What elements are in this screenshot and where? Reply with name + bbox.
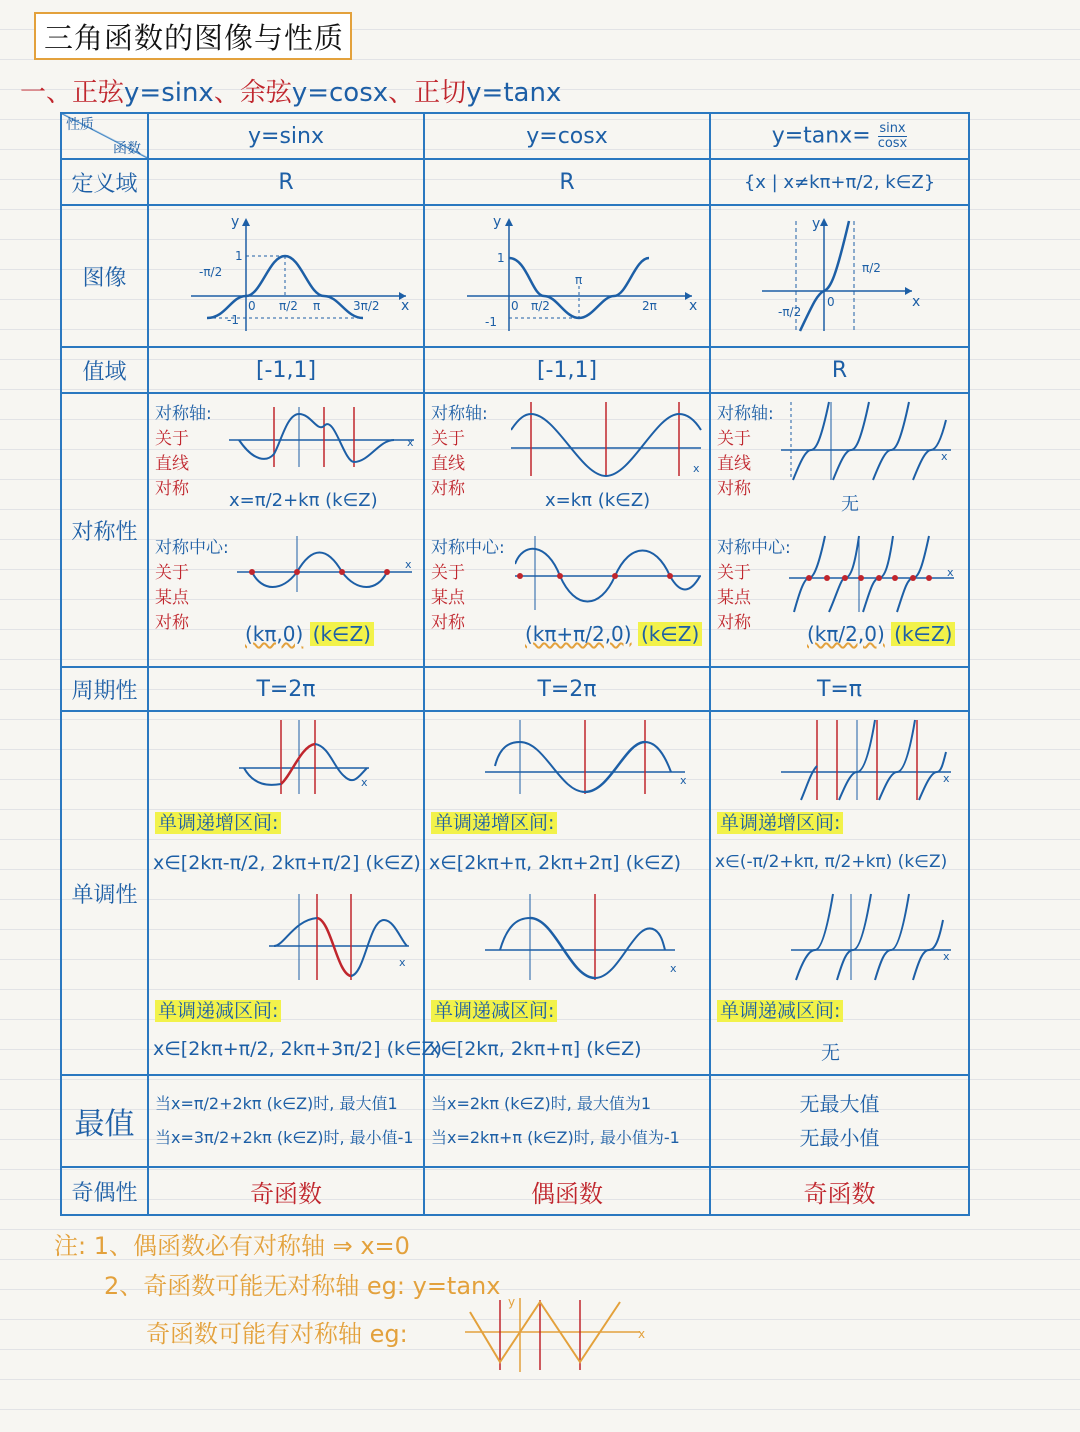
symmetry-sin: 对称轴: 关于 直线 对称 x x=π/2+kπ (k∈Z) 对称中心: 关于 某点 对称 x (kπ,0) (k∈Z) (148, 393, 424, 667)
properties-table (60, 112, 970, 1216)
svg-text:x: x (407, 436, 414, 449)
extreme-cos: 当x=2kπ (k∈Z)时, 最大值为1 当x=2kπ+π (k∈Z)时, 最小值为-1 (424, 1075, 710, 1167)
header-sin: y=sinx (148, 113, 424, 159)
domain-row (61, 159, 969, 205)
svg-text:x: x (361, 776, 368, 789)
cos-center-graph (515, 534, 705, 612)
svg-text:x: x (943, 772, 950, 785)
svg-text:π: π (575, 273, 583, 287)
svg-text:π: π (313, 299, 321, 313)
extreme-tan: 无最大值 无最小值 (710, 1075, 969, 1167)
svg-text:y: y (812, 216, 821, 232)
corner-diagonal-cell: 函数 性质 (61, 113, 148, 159)
parity-cos: 偶函数 (424, 1167, 710, 1215)
parity-row (61, 1167, 969, 1215)
extreme-row (61, 1075, 969, 1167)
svg-text:x: x (689, 298, 698, 314)
graph-sin (148, 205, 424, 347)
cos-graph (427, 206, 707, 340)
period-sin: T=2π (148, 667, 424, 711)
graph-row (61, 205, 969, 347)
svg-text:x: x (941, 450, 948, 463)
svg-text:y: y (231, 214, 240, 230)
svg-text:x: x (912, 294, 921, 310)
svg-text:2π: 2π (642, 299, 657, 313)
period-cos: T=2π (424, 667, 710, 711)
svg-text:-1: -1 (485, 315, 497, 329)
period-row (61, 667, 969, 711)
domain-sin: R (148, 159, 424, 205)
note-1: 注: 1、偶函数必有对称轴 ⇒ x=0 (54, 1232, 410, 1260)
svg-text:x: x (399, 956, 406, 969)
range-cos: [-1,1] (424, 347, 710, 393)
row-label-extreme: 最值 (61, 1075, 148, 1167)
svg-text:1: 1 (497, 251, 505, 265)
parity-sin: 奇函数 (148, 1167, 424, 1215)
monotonic-row (61, 711, 969, 1075)
sin-center-graph (237, 534, 417, 594)
symmetry-row (61, 393, 969, 667)
tan-dec-graph (791, 890, 961, 982)
section-heading: 一、正弦y=sinx、余弦y=cosx、正切y=tanx (20, 78, 562, 108)
monotonic-tan: x 单调递增区间: x∈(-π/2+kπ, π/2+kπ) (k∈Z) x 单调递减区间: 无 (710, 711, 969, 1075)
domain-cos: R (424, 159, 710, 205)
symmetry-cos: 对称轴: 关于 直线 对称 x x=kπ (k∈Z) 对称中心: 关于 某点 对称 (kπ+π/2,0) (k∈Z) (424, 393, 710, 667)
svg-text:y: y (493, 214, 502, 230)
svg-text:x: x (943, 950, 950, 963)
tan-center-graph (789, 534, 964, 614)
tan-inc-graph (781, 716, 961, 802)
note-3: 奇函数可能有对称轴 eg: (146, 1320, 408, 1348)
range-row (61, 347, 969, 393)
row-label-graph: 图像 (61, 205, 148, 347)
svg-text:0: 0 (827, 295, 835, 309)
tan-graph (712, 206, 967, 340)
cos-dec-graph (485, 890, 685, 982)
svg-text:x: x (947, 566, 954, 579)
svg-text:π/2: π/2 (279, 299, 298, 313)
note-2: 2、奇函数可能无对称轴 eg: y=tanx (104, 1272, 501, 1300)
domain-tan: {x | x≠kπ+π/2, k∈Z} (710, 159, 969, 205)
svg-text:x: x (670, 962, 677, 975)
sin-inc-graph (239, 716, 379, 796)
period-tan: T=π (710, 667, 969, 711)
row-label-parity: 奇偶性 (61, 1167, 148, 1215)
page-title: 三角函数的图像与性质 (34, 12, 352, 60)
svg-text:3π/2: 3π/2 (353, 299, 380, 313)
zigzag-example-graph (460, 1290, 660, 1380)
svg-text:x: x (405, 558, 412, 571)
monotonic-cos: x 单调递增区间: x∈[2kπ+π, 2kπ+2π] (k∈Z) x 单调递减区间: x∈[2kπ, 2kπ+π] (k∈Z) (424, 711, 710, 1075)
graph-tan (710, 205, 969, 347)
svg-text:0: 0 (248, 299, 256, 313)
row-label-range: 值域 (61, 347, 148, 393)
range-tan: R (710, 347, 969, 393)
svg-text:x: x (638, 1327, 646, 1341)
svg-text:-1: -1 (227, 313, 239, 327)
svg-text:1: 1 (235, 249, 243, 263)
svg-text:y: y (508, 1295, 516, 1309)
sin-graph (151, 206, 421, 340)
svg-text:-π/2: -π/2 (778, 305, 802, 319)
row-label-monotonic: 单调性 (61, 711, 148, 1075)
row-label-period: 周期性 (61, 667, 148, 711)
symmetry-tan: 对称轴: 关于 直线 对称 x 无 对称中心: 关于 某点 对称 x (kπ/2,0) (k∈Z) (710, 393, 969, 667)
extreme-sin: 当x=π/2+2kπ (k∈Z)时, 最大值1 当x=3π/2+2kπ (k∈Z)时, 最小值-1 (148, 1075, 424, 1167)
sin-axis-graph (229, 402, 419, 472)
svg-text:π/2: π/2 (531, 299, 550, 313)
svg-text:0: 0 (511, 299, 519, 313)
sin-dec-graph (269, 890, 419, 982)
monotonic-sin: x 单调递增区间: x∈[2kπ-π/2, 2kπ+π/2] (k∈Z) x 单调递减区间: x∈[2kπ+π/2, 2kπ+3π/2] (k∈Z) (148, 711, 424, 1075)
cos-axis-graph (511, 400, 707, 478)
svg-text:-π/2: -π/2 (199, 265, 223, 279)
row-label-domain: 定义域 (61, 159, 148, 205)
tan-axis-graph (781, 400, 961, 482)
svg-text:π/2: π/2 (862, 261, 881, 275)
svg-text:x: x (680, 774, 687, 787)
header-row (61, 113, 969, 159)
parity-tan: 奇函数 (710, 1167, 969, 1215)
cos-inc-graph (485, 716, 695, 796)
svg-text:x: x (693, 462, 700, 475)
row-label-symmetry: 对称性 (61, 393, 148, 667)
range-sin: [-1,1] (148, 347, 424, 393)
graph-cos (424, 205, 710, 347)
svg-text:x: x (401, 298, 410, 314)
header-tan: y=tanx= $\frac{\sin x}{\cos x}$ (710, 113, 969, 159)
header-cos: y=cosx (424, 113, 710, 159)
